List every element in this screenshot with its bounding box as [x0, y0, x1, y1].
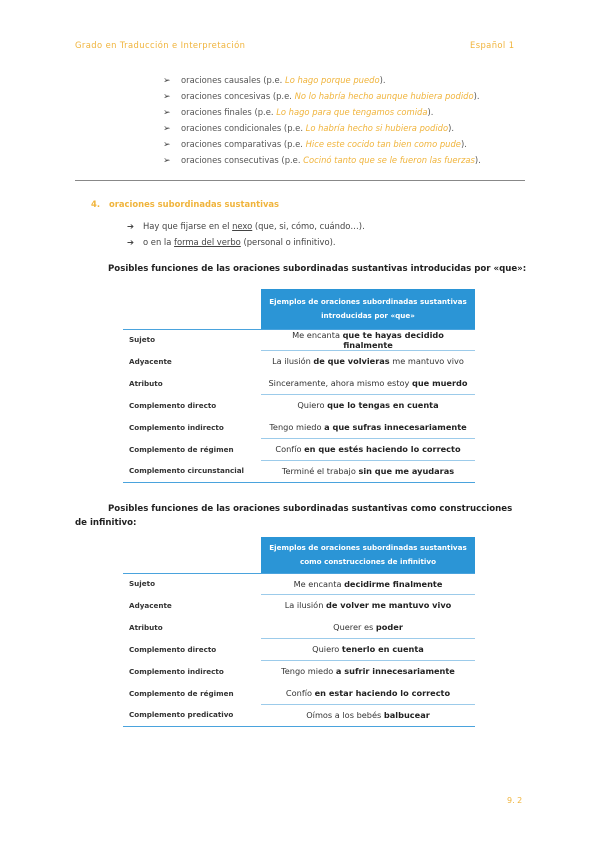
list-item: ➢ oraciones finales (p.e. Lo hago para que tengamos comida). — [163, 107, 434, 118]
arrow-icon: ➢ — [163, 140, 171, 150]
table-row: Complemento directo Quiero tenerlo en cuenta — [123, 638, 475, 660]
point-verb-form: ➔ o en la forma del verbo (personal o infinitivo). — [127, 237, 336, 247]
table-header: Ejemplos de oraciones subordinadas sustantivas introducidas por «que» — [261, 289, 475, 329]
list-item: ➢ oraciones concesivas (p.e. No lo habría hecho aunque hubiera podido). — [163, 91, 480, 102]
list-item: ➢ oraciones condicionales (p.e. Lo habría hecho si hubiera podido). — [163, 123, 455, 134]
table-row: Complemento circunstancial Terminé el trabajo sin que me ayudaras — [123, 460, 475, 482]
arrow-icon: ➢ — [163, 108, 171, 118]
table-row: Complemento predicativo Oímos a los bebés balbucear — [123, 704, 475, 726]
heading-infinitivo: Posibles funciones de las oraciones subordinadas sustantivas como construcciones de infinitivo: — [75, 504, 513, 528]
table-row: Complemento directo Quiero que lo tengas en cuenta — [123, 394, 475, 416]
section-divider — [75, 180, 525, 181]
header-right: Español 1 — [470, 40, 515, 50]
subordinate-types-list — [163, 74, 481, 170]
table-row: Complemento indirecto Tengo miedo a que sufras innecesariamente — [129, 421, 467, 432]
table-row: Adyacente La ilusión de volver me mantuvo vivo — [123, 594, 475, 616]
table-row: Complemento de régimen Confío en que estés haciendo lo correcto — [123, 438, 475, 460]
arrow-right-icon: ➔ — [127, 237, 135, 247]
table-row: Sujeto Me encanta decidirme finalmente — [123, 573, 475, 594]
arrow-icon: ➢ — [163, 156, 171, 166]
arrow-icon: ➢ — [163, 76, 171, 86]
arrow-right-icon: ➔ — [127, 221, 135, 231]
table-row: Complemento indirecto Tengo miedo a sufrir innecesariamente — [123, 660, 475, 682]
list-item: ➢ oraciones consecutivas (p.e. Cocinó tanto que se le fueron las fuerzas). — [163, 155, 481, 166]
page-number: 9. 2 — [507, 796, 523, 805]
table-row: Sujeto Me encanta que te hayas decidido finalmente — [123, 329, 475, 350]
point-nexo: ➔ Hay que fijarse en el nexo (que, si, cómo, cuándo…). — [127, 221, 365, 231]
table-infinitivo — [123, 537, 475, 727]
table-row: Adyacente La ilusión de que volvieras me mantuvo vivo — [123, 350, 475, 372]
arrow-icon: ➢ — [163, 92, 171, 102]
table-que — [123, 289, 475, 483]
arrow-icon: ➢ — [163, 124, 171, 134]
table-header: Ejemplos de oraciones subordinadas sustantivas como construcciones de infinitivo — [261, 537, 475, 573]
header-left: Grado en Traducción e Interpretación — [75, 40, 246, 50]
list-item: ➢ oraciones comparativas (p.e. Hice este cocido tan bien como pude). — [163, 139, 467, 150]
table-row: Atributo Querer es poder — [129, 621, 403, 632]
table-row: Complemento de régimen Confío en estar haciendo lo correcto — [129, 687, 451, 698]
heading-que: Posibles funciones de las oraciones subordinadas sustantivas introducidas por «que»: — [108, 264, 527, 274]
section-title: 4. oraciones subordinadas sustantivas — [91, 199, 280, 209]
table-row: Atributo Sinceramente, ahora mismo estoy que muerdo — [129, 377, 468, 388]
list-item: ➢ oraciones causales (p.e. Lo hago porque puedo). — [163, 75, 386, 86]
